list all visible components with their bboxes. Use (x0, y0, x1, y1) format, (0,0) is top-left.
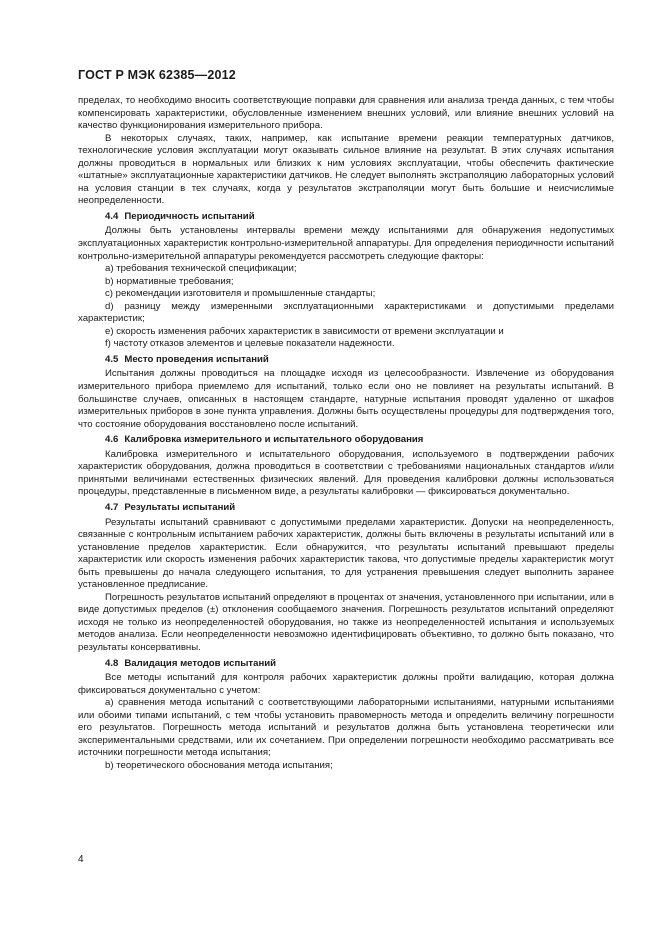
list-item: f) частоту отказов элементов и целевые показатели надежности. (105, 338, 395, 350)
paragraph: В некоторых случаях, таких, например, как испытание времени реакции температурных датчиков, технологические условия эксплуатации могут оказывать сильное влияние на результат. В этих случаях испытания должны проводиться в нормальных или близких к ним условиях эксплуатации, чтобы обеспечить фактические «штатные» эксплуатационные характеристики датчиков. Не следует выполнять экстраполяцию лабораторных условий на условия станции в тех случаях, когда у результатов экстраполяции могут быть большие и неисчислимые неопределенности. (78, 132, 614, 207)
section-number: 4.7 (105, 501, 119, 513)
paragraph: пределах, то необходимо вносить соответствующие поправки для сравнения или анализа тренда данных, с тем чтобы компенсировать характеристики, обусловленные изменением внешних условий, или влияние внешних условий на качество функционирования измерительного прибора. (78, 95, 614, 132)
document-body (78, 95, 614, 772)
paragraph: Погрешность результатов испытаний определяют в процентах от значения, установленного при испытании, или в виде допустимых пределов (±) отклонения сообщаемого значения. Погрешность результатов испытаний определяют исходя не только из неопределенностей оборудования, но также из неопределенностей испытания и используемых методов анализа. Если неопределенности невозможно идентифицировать объективно, то должно быть показано, что результаты консервативны. (78, 591, 614, 653)
list-item: e) скорость изменения рабочих характеристик в зависимости от времени эксплуатации и (105, 325, 504, 337)
list-item: d) разницу между измеренными эксплуатационными характеристиками и допустимыми пределами характеристик; (78, 300, 614, 325)
paragraph: Результаты испытаний сравнивают с допустимыми пределами характеристик. Допуски на неопределенность, связанные с контрольным испытанием рабочих характеристик, должны быть включены в результаты испытаний или в установление пределов характеристик. Если обнаружится, что результаты испытаний превышают пределы характеристик или скорость изменения рабочих характеристик такова, что допустимые пределы характеристик могут быть превышены до начала следующего испытания, то для устранения превышения следует выполнить заранее установленное предписание. (78, 516, 614, 591)
section-heading (78, 434, 614, 447)
section-heading (78, 658, 614, 671)
section-number: 4.6 (105, 434, 119, 446)
list-item: a) сравнения метода испытаний с соответствующими лабораторными испытаниями, натурными испытаниями или обоими типами испытаний, с тем чтобы установить правомерность метода и определить величину погрешности его результатов. Погрешность метода испытаний и результатов должна быть установлена теоретически или экспериментальными средствами, или их сочетанием. При определении погрешности необходимо рассматривать все источники погрешности метода испытания; (78, 697, 614, 759)
section-title: Валидация методов испытаний (124, 657, 277, 669)
section-number: 4.4 (105, 210, 119, 222)
page-number: 4 (78, 854, 84, 865)
section-title: Калибровка измерительного и испытательного оборудования (124, 434, 424, 446)
paragraph: Испытания должны проводиться на площадке исходя из целесообразности. Извлечение из оборудования измерительного прибора приемлемо для испытаний, только если оно не повлияет на результаты испытаний. В большинстве случаев, описанных в настоящем стандарте, натурные испытания проводят удаленно от шкафов измерительных приборов в зоне пункта управления. Должны быть осуществлены процедуры для подтверждения того, что состояние оборудования восстановлено после испытаний. (78, 368, 614, 430)
paragraph: Должны быть установлены интервалы времени между испытаниями для обнаружения недопустимых эксплуатационных характеристик контрольно-измерительной аппаратуры. Для определения периодичности испытаний контрольно-измерительной аппаратуры рекомендуется рассмотреть следующие факторы: (78, 225, 614, 262)
list-item: b) теоретического обоснования метода испытания; (105, 759, 333, 771)
list-item: b) нормативные требования; (105, 275, 234, 287)
section-heading (78, 354, 614, 367)
section-title: Периодичность испытаний (124, 210, 255, 222)
paragraph: Все методы испытаний для контроля рабочих характеристик должны пройти валидацию, которая должна фиксироваться документально с учетом: (78, 672, 614, 696)
list-item: a) требования технической спецификации; (105, 263, 297, 275)
section-number: 4.5 (105, 353, 119, 365)
paragraph: Калибровка измерительного и испытательного оборудования, используемого в подтверждении рабочих характеристик оборудования, должна проводиться в соответствии с требованиями национальных стандартов и/или принятыми величинами естественных физических явлений. Для проведения калибровки должны использоваться процедуры, представленные в письменном виде, а результаты калибровки — фиксироваться документально. (78, 448, 614, 498)
document-header: ГОСТ Р МЭК 62385—2012 (78, 68, 236, 82)
section-heading (78, 502, 614, 515)
section-title: Место проведения испытаний (124, 353, 269, 365)
list-item: c) рекомендации изготовителя и промышленные стандарты; (105, 288, 376, 300)
section-heading (78, 211, 614, 224)
section-number: 4.8 (105, 657, 119, 669)
section-title: Результаты испытаний (124, 501, 236, 513)
